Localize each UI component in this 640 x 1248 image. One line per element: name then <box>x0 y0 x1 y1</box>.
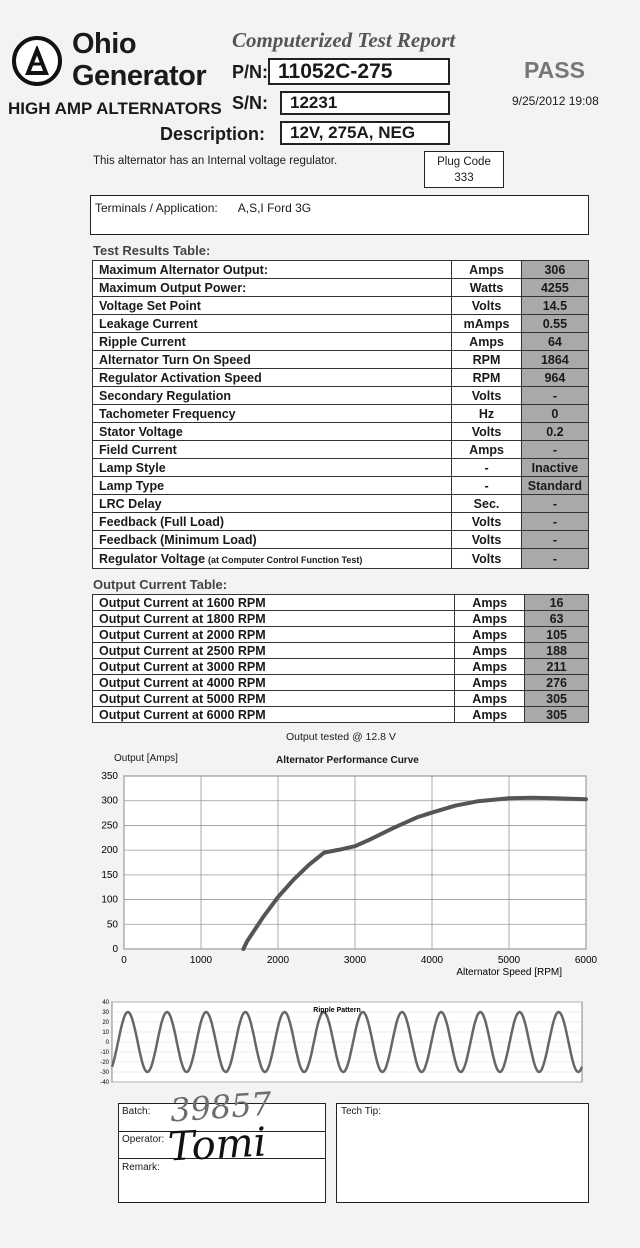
performance-chart-title: Alternator Performance Curve <box>276 755 419 766</box>
result-name: Maximum Output Power: <box>93 279 452 297</box>
table-row <box>93 531 589 549</box>
result-unit: RPM <box>452 369 522 387</box>
brand-name-line1: Ohio <box>72 28 137 60</box>
y-tick-label: 150 <box>101 869 118 881</box>
result-unit: Watts <box>452 279 522 297</box>
result-name: Secondary Regulation <box>93 387 452 405</box>
plug-code-box <box>424 151 504 188</box>
output-name: Output Current at 1600 RPM <box>93 595 455 611</box>
batch-handwritten: 39857 <box>168 1084 273 1130</box>
ripple-y-tick-label: 0 <box>105 1040 109 1046</box>
output-name: Output Current at 4000 RPM <box>93 675 455 691</box>
output-value: 63 <box>525 611 589 627</box>
table-row <box>93 315 589 333</box>
output-value: 211 <box>525 659 589 675</box>
y-tick-label: 50 <box>106 919 118 931</box>
table-row <box>93 405 589 423</box>
result-unit: Volts <box>452 297 522 315</box>
ripple-y-tick-label: -40 <box>100 1080 109 1086</box>
brand-name-line2: Generator <box>72 60 207 92</box>
x-tick-label: 6000 <box>574 955 598 966</box>
table-row <box>93 333 589 351</box>
table-row <box>93 707 589 723</box>
result-name: Feedback (Minimum Load) <box>93 531 452 549</box>
table-row <box>93 459 589 477</box>
ripple-chart <box>90 996 590 1086</box>
result-value: - <box>521 441 588 459</box>
output-unit: Amps <box>455 643 525 659</box>
result-name: Regulator Activation Speed <box>93 369 452 387</box>
output-name: Output Current at 6000 RPM <box>93 707 455 723</box>
output-tested-note: Output tested @ 12.8 V <box>286 731 396 743</box>
pn-value: 11052C-275 <box>268 58 450 85</box>
output-unit: Amps <box>455 707 525 723</box>
x-tick-label: 4000 <box>420 955 444 966</box>
result-unit: Amps <box>452 261 522 279</box>
report-title: Computerized Test Report <box>232 28 456 52</box>
output-current-table <box>92 594 589 723</box>
result-value: 4255 <box>521 279 588 297</box>
result-name: Alternator Turn On Speed <box>93 351 452 369</box>
x-tick-label: 5000 <box>497 955 521 966</box>
result-name: Tachometer Frequency <box>93 405 452 423</box>
plug-code-value: 333 <box>454 172 474 184</box>
result-value: 1864 <box>521 351 588 369</box>
table-row <box>93 495 589 513</box>
ripple-chart-title: Ripple Pattern <box>313 1007 361 1014</box>
result-unit: Volts <box>452 513 522 531</box>
result-name: Lamp Style <box>93 459 452 477</box>
output-name: Output Current at 2500 RPM <box>93 643 455 659</box>
ripple-y-tick-label: -20 <box>100 1060 109 1066</box>
x-tick-label: 1000 <box>189 955 213 966</box>
output-name: Output Current at 5000 RPM <box>93 691 455 707</box>
result-name: Voltage Set Point <box>93 297 452 315</box>
table-row <box>93 659 589 675</box>
output-value: 305 <box>525 691 589 707</box>
table-row <box>93 297 589 315</box>
result-name: Lamp Type <box>93 477 452 495</box>
ripple-y-tick-label: -10 <box>100 1050 109 1056</box>
table-row <box>93 423 589 441</box>
output-unit: Amps <box>455 659 525 675</box>
result-unit: Hz <box>452 405 522 423</box>
table-row <box>93 611 589 627</box>
result-value: 0.2 <box>521 423 588 441</box>
description-value: 12V, 275A, NEG <box>280 121 450 145</box>
result-value: 64 <box>521 333 588 351</box>
result-value: 964 <box>521 369 588 387</box>
ripple-y-tick-label: 20 <box>102 1020 109 1026</box>
ripple-y-tick-label: 30 <box>102 1010 109 1016</box>
test-results-table <box>92 260 589 569</box>
result-unit: RPM <box>452 351 522 369</box>
x-tick-label: 0 <box>121 955 127 966</box>
output-value: 16 <box>525 595 589 611</box>
table-row <box>93 595 589 611</box>
output-name: Output Current at 1800 RPM <box>93 611 455 627</box>
result-value: Inactive <box>521 459 588 477</box>
result-unit: Sec. <box>452 495 522 513</box>
result-value: - <box>521 513 588 531</box>
table-row <box>93 549 589 569</box>
result-unit: Amps <box>452 333 522 351</box>
y-tick-label: 0 <box>112 944 118 955</box>
result-value: - <box>521 549 588 569</box>
output-unit: Amps <box>455 595 525 611</box>
performance-chart <box>80 768 610 988</box>
table-row <box>93 261 589 279</box>
y-tick-label: 100 <box>101 894 118 906</box>
output-value: 305 <box>525 707 589 723</box>
result-value: - <box>521 531 588 549</box>
tech-tip-box <box>336 1103 589 1203</box>
output-unit: Amps <box>455 675 525 691</box>
ripple-y-tick-label: -30 <box>100 1070 109 1076</box>
terminals-box <box>90 195 589 235</box>
result-name: Stator Voltage <box>93 423 452 441</box>
table-row <box>93 643 589 659</box>
table-row <box>93 279 589 297</box>
tech-tip-label: Tech Tip: <box>341 1106 382 1117</box>
result-unit: Volts <box>452 387 522 405</box>
result-unit: Volts <box>452 423 522 441</box>
table-row <box>93 351 589 369</box>
output-name: Output Current at 3000 RPM <box>93 659 455 675</box>
pn-label: P/N: <box>232 62 268 82</box>
ripple-y-tick-label: 10 <box>102 1030 109 1036</box>
output-unit: Amps <box>455 611 525 627</box>
output-value: 188 <box>525 643 589 659</box>
operator-signature: Tomi <box>166 1119 268 1171</box>
terminals-value: A,S,I Ford 3G <box>237 201 312 215</box>
table-row <box>93 387 589 405</box>
result-value: 0 <box>521 405 588 423</box>
result-unit: Volts <box>452 531 522 549</box>
result-value: 0.55 <box>521 315 588 333</box>
result-value: 306 <box>521 261 588 279</box>
result-unit: mAmps <box>452 315 522 333</box>
result-unit: Amps <box>452 441 522 459</box>
output-unit: Amps <box>455 627 525 643</box>
performance-chart-ylabel: Output [Amps] <box>114 753 178 764</box>
result-name-text: Regulator Voltage <box>99 551 206 566</box>
regulator-note: This alternator has an Internal voltage regulator. <box>93 155 338 167</box>
table-row <box>93 675 589 691</box>
result-value: - <box>521 495 588 513</box>
result-name: LRC Delay <box>93 495 452 513</box>
table-row <box>93 513 589 531</box>
y-tick-label: 200 <box>101 845 118 857</box>
result-name: Maximum Alternator Output: <box>93 261 452 279</box>
test-results-title: Test Results Table: <box>93 243 211 258</box>
result-unit: - <box>452 459 522 477</box>
ripple-y-tick-label: 40 <box>102 1000 109 1006</box>
result-value: - <box>521 387 588 405</box>
sn-label: S/N: <box>232 93 268 113</box>
test-status: PASS <box>524 57 585 83</box>
table-row <box>93 627 589 643</box>
result-value: Standard <box>521 477 588 495</box>
batch-label: Batch: <box>122 1106 151 1117</box>
operator-label: Operator: <box>122 1134 165 1145</box>
brand-logo-icon <box>12 36 62 86</box>
x-tick-label: 2000 <box>266 955 290 966</box>
test-datetime: 9/25/2012 19:08 <box>512 94 599 108</box>
result-name: Feedback (Full Load) <box>93 513 452 531</box>
remark-label: Remark: <box>122 1162 160 1173</box>
terminals-label: Terminals / Application: <box>95 201 218 215</box>
output-current-title: Output Current Table: <box>93 577 228 592</box>
result-name: Ripple Current <box>93 333 452 351</box>
table-row <box>93 441 589 459</box>
output-name: Output Current at 2000 RPM <box>93 627 455 643</box>
result-name <box>93 549 452 569</box>
sn-value: 12231 <box>280 91 450 115</box>
x-tick-label: 3000 <box>343 955 367 966</box>
output-value: 276 <box>525 675 589 691</box>
plug-code-label: Plug Code <box>437 156 491 168</box>
result-value: 14.5 <box>521 297 588 315</box>
output-unit: Amps <box>455 691 525 707</box>
result-unit: Volts <box>452 549 522 569</box>
table-row <box>93 369 589 387</box>
y-tick-label: 300 <box>101 795 118 807</box>
result-unit: - <box>452 477 522 495</box>
result-name: Field Current <box>93 441 452 459</box>
brand-tagline: HIGH AMP ALTERNATORS <box>8 99 222 118</box>
y-tick-label: 350 <box>101 771 118 782</box>
table-row <box>93 477 589 495</box>
result-name-note: (at Computer Control Function Test) <box>208 554 363 565</box>
table-row <box>93 691 589 707</box>
performance-chart-xlabel: Alternator Speed [RPM] <box>456 967 562 978</box>
result-name: Leakage Current <box>93 315 452 333</box>
description-label: Description: <box>160 124 266 144</box>
y-tick-label: 250 <box>101 820 118 832</box>
output-value: 105 <box>525 627 589 643</box>
